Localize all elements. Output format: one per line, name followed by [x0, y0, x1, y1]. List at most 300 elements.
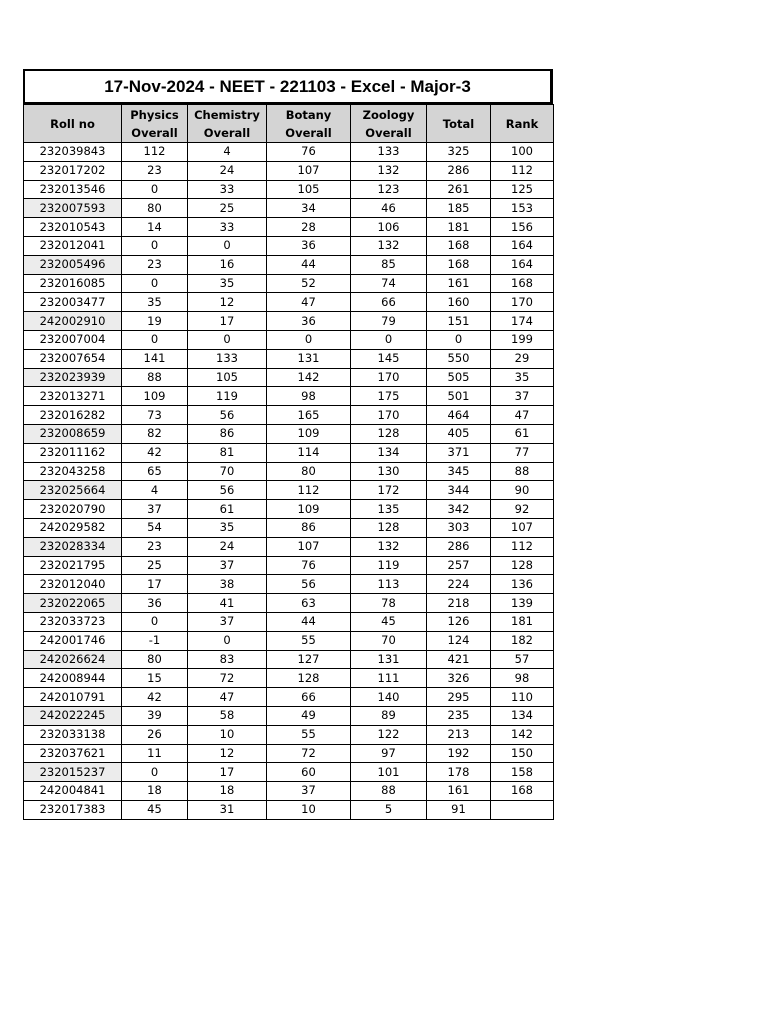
table-row	[24, 143, 554, 162]
cell-chemistry: 72	[188, 669, 267, 688]
cell-total: 371	[427, 443, 491, 462]
table-row	[24, 312, 554, 331]
header-rank: Rank	[491, 105, 554, 143]
cell-physics: 39	[122, 706, 188, 725]
cell-rank: 142	[491, 725, 554, 744]
table-row	[24, 763, 554, 782]
header-chemistry-line2: Overall	[203, 125, 251, 140]
cell-botany: 52	[267, 274, 351, 293]
cell-botany: 80	[267, 462, 351, 481]
table-row	[24, 556, 554, 575]
cell-roll: 232013546	[24, 180, 122, 199]
cell-rank: 134	[491, 706, 554, 725]
cell-roll: 232023939	[24, 368, 122, 387]
cell-total: 0	[427, 330, 491, 349]
cell-roll: 242022245	[24, 706, 122, 725]
cell-rank: 174	[491, 312, 554, 331]
table-row	[24, 575, 554, 594]
cell-total: 168	[427, 236, 491, 255]
cell-roll: 242010791	[24, 688, 122, 707]
cell-total: 344	[427, 481, 491, 500]
cell-roll: 242029582	[24, 518, 122, 537]
cell-total: 345	[427, 462, 491, 481]
cell-zoology: 79	[351, 312, 427, 331]
cell-chemistry: 17	[188, 763, 267, 782]
cell-physics: 54	[122, 518, 188, 537]
cell-total: 261	[427, 180, 491, 199]
cell-roll: 242001746	[24, 631, 122, 650]
cell-zoology: 132	[351, 537, 427, 556]
cell-rank: 199	[491, 330, 554, 349]
header-botany-line1: Botany	[285, 107, 332, 122]
cell-total: 185	[427, 199, 491, 218]
table-row	[24, 706, 554, 725]
cell-rank: 92	[491, 500, 554, 519]
cell-botany: 114	[267, 443, 351, 462]
cell-rank: 164	[491, 236, 554, 255]
cell-rank: 156	[491, 218, 554, 237]
table-row	[24, 424, 554, 443]
cell-chemistry: 33	[188, 218, 267, 237]
cell-total: 91	[427, 800, 491, 819]
cell-rank: 170	[491, 293, 554, 312]
table-row	[24, 368, 554, 387]
cell-zoology: 175	[351, 387, 427, 406]
cell-roll: 242002910	[24, 312, 122, 331]
cell-zoology: 66	[351, 293, 427, 312]
table-row	[24, 274, 554, 293]
cell-zoology: 111	[351, 669, 427, 688]
cell-total: 550	[427, 349, 491, 368]
cell-zoology: 122	[351, 725, 427, 744]
results-sheet	[23, 69, 553, 820]
cell-zoology: 134	[351, 443, 427, 462]
cell-total: 286	[427, 537, 491, 556]
cell-zoology: 170	[351, 368, 427, 387]
cell-chemistry: 17	[188, 312, 267, 331]
cell-chemistry: 33	[188, 180, 267, 199]
cell-rank: 150	[491, 744, 554, 763]
cell-physics: 15	[122, 669, 188, 688]
cell-chemistry: 38	[188, 575, 267, 594]
cell-roll: 232033723	[24, 612, 122, 631]
cell-zoology: 46	[351, 199, 427, 218]
header-chemistry	[188, 105, 267, 143]
cell-total: 464	[427, 406, 491, 425]
cell-physics: 17	[122, 575, 188, 594]
cell-rank: 158	[491, 763, 554, 782]
cell-total: 257	[427, 556, 491, 575]
cell-chemistry: 86	[188, 424, 267, 443]
header-botany	[267, 105, 351, 143]
cell-total: 168	[427, 255, 491, 274]
header-physics	[122, 105, 188, 143]
table-row	[24, 650, 554, 669]
cell-botany: 131	[267, 349, 351, 368]
cell-roll: 232012040	[24, 575, 122, 594]
cell-total: 126	[427, 612, 491, 631]
cell-zoology: 106	[351, 218, 427, 237]
cell-botany: 36	[267, 236, 351, 255]
cell-total: 192	[427, 744, 491, 763]
cell-roll: 232020790	[24, 500, 122, 519]
cell-zoology: 74	[351, 274, 427, 293]
cell-physics: 0	[122, 330, 188, 349]
cell-roll: 232021795	[24, 556, 122, 575]
cell-botany: 66	[267, 688, 351, 707]
table-row	[24, 518, 554, 537]
cell-physics: 0	[122, 274, 188, 293]
cell-physics: 23	[122, 255, 188, 274]
cell-roll: 232028334	[24, 537, 122, 556]
cell-total: 325	[427, 143, 491, 162]
cell-chemistry: 31	[188, 800, 267, 819]
cell-chemistry: 81	[188, 443, 267, 462]
cell-chemistry: 35	[188, 518, 267, 537]
cell-botany: 76	[267, 556, 351, 575]
results-table	[23, 104, 554, 820]
cell-roll: 232012041	[24, 236, 122, 255]
cell-total: 161	[427, 274, 491, 293]
table-row	[24, 782, 554, 801]
table-row	[24, 462, 554, 481]
cell-zoology: 97	[351, 744, 427, 763]
cell-rank: 35	[491, 368, 554, 387]
cell-chemistry: 0	[188, 330, 267, 349]
cell-roll: 232003477	[24, 293, 122, 312]
cell-roll: 232007654	[24, 349, 122, 368]
table-row	[24, 594, 554, 613]
cell-zoology: 101	[351, 763, 427, 782]
header-physics-line1: Physics	[130, 107, 179, 122]
table-row	[24, 406, 554, 425]
cell-botany: 63	[267, 594, 351, 613]
table-row	[24, 688, 554, 707]
cell-total: 235	[427, 706, 491, 725]
cell-chemistry: 37	[188, 612, 267, 631]
cell-physics: 109	[122, 387, 188, 406]
cell-rank: 88	[491, 462, 554, 481]
table-row	[24, 669, 554, 688]
cell-roll: 232033138	[24, 725, 122, 744]
cell-total: 326	[427, 669, 491, 688]
table-row	[24, 500, 554, 519]
cell-chemistry: 56	[188, 481, 267, 500]
cell-chemistry: 12	[188, 293, 267, 312]
cell-botany: 142	[267, 368, 351, 387]
table-row	[24, 537, 554, 556]
cell-physics: 23	[122, 161, 188, 180]
cell-rank: 168	[491, 274, 554, 293]
cell-rank: 57	[491, 650, 554, 669]
table-row	[24, 236, 554, 255]
cell-roll: 232017383	[24, 800, 122, 819]
cell-physics: 45	[122, 800, 188, 819]
cell-botany: 36	[267, 312, 351, 331]
cell-rank: 181	[491, 612, 554, 631]
cell-roll: 242008944	[24, 669, 122, 688]
cell-chemistry: 61	[188, 500, 267, 519]
cell-botany: 47	[267, 293, 351, 312]
cell-physics: 42	[122, 443, 188, 462]
cell-physics: 4	[122, 481, 188, 500]
cell-zoology: 70	[351, 631, 427, 650]
cell-roll: 232008659	[24, 424, 122, 443]
cell-total: 286	[427, 161, 491, 180]
cell-physics: 18	[122, 782, 188, 801]
cell-chemistry: 83	[188, 650, 267, 669]
cell-roll: 232039843	[24, 143, 122, 162]
cell-zoology: 133	[351, 143, 427, 162]
cell-chemistry: 16	[188, 255, 267, 274]
cell-zoology: 78	[351, 594, 427, 613]
cell-physics: 0	[122, 180, 188, 199]
cell-chemistry: 24	[188, 537, 267, 556]
cell-physics: 112	[122, 143, 188, 162]
cell-rank: 164	[491, 255, 554, 274]
cell-botany: 105	[267, 180, 351, 199]
cell-physics: 73	[122, 406, 188, 425]
cell-physics: 14	[122, 218, 188, 237]
cell-physics: 26	[122, 725, 188, 744]
cell-rank: 125	[491, 180, 554, 199]
cell-botany: 28	[267, 218, 351, 237]
cell-botany: 56	[267, 575, 351, 594]
table-row	[24, 199, 554, 218]
cell-chemistry: 56	[188, 406, 267, 425]
cell-botany: 112	[267, 481, 351, 500]
cell-physics: 88	[122, 368, 188, 387]
cell-botany: 60	[267, 763, 351, 782]
cell-total: 181	[427, 218, 491, 237]
cell-physics: 36	[122, 594, 188, 613]
cell-chemistry: 70	[188, 462, 267, 481]
cell-zoology: 172	[351, 481, 427, 500]
cell-chemistry: 4	[188, 143, 267, 162]
cell-total: 213	[427, 725, 491, 744]
cell-total: 342	[427, 500, 491, 519]
cell-roll: 232011162	[24, 443, 122, 462]
cell-rank: 153	[491, 199, 554, 218]
table-row	[24, 255, 554, 274]
cell-rank: 112	[491, 537, 554, 556]
header-row	[24, 105, 554, 143]
cell-physics: 25	[122, 556, 188, 575]
table-row	[24, 387, 554, 406]
cell-zoology: 123	[351, 180, 427, 199]
cell-roll: 232013271	[24, 387, 122, 406]
cell-zoology: 0	[351, 330, 427, 349]
header-physics-line2: Overall	[131, 125, 178, 140]
cell-botany: 55	[267, 631, 351, 650]
cell-rank: 110	[491, 688, 554, 707]
cell-roll: 232007593	[24, 199, 122, 218]
cell-botany: 0	[267, 330, 351, 349]
cell-botany: 98	[267, 387, 351, 406]
table-row	[24, 725, 554, 744]
cell-total: 160	[427, 293, 491, 312]
cell-botany: 86	[267, 518, 351, 537]
cell-roll: 232017202	[24, 161, 122, 180]
cell-botany: 10	[267, 800, 351, 819]
cell-zoology: 130	[351, 462, 427, 481]
cell-rank: 136	[491, 575, 554, 594]
cell-botany: 44	[267, 612, 351, 631]
cell-zoology: 119	[351, 556, 427, 575]
table-row	[24, 481, 554, 500]
cell-total: 218	[427, 594, 491, 613]
cell-physics: 0	[122, 763, 188, 782]
cell-chemistry: 105	[188, 368, 267, 387]
cell-chemistry: 18	[188, 782, 267, 801]
cell-roll: 232025664	[24, 481, 122, 500]
cell-botany: 109	[267, 424, 351, 443]
header-chemistry-line1: Chemistry	[194, 107, 260, 122]
cell-rank: 47	[491, 406, 554, 425]
cell-chemistry: 37	[188, 556, 267, 575]
cell-chemistry: 0	[188, 631, 267, 650]
cell-chemistry: 133	[188, 349, 267, 368]
cell-physics: 65	[122, 462, 188, 481]
cell-physics: 19	[122, 312, 188, 331]
cell-physics: 0	[122, 236, 188, 255]
cell-physics: 42	[122, 688, 188, 707]
table-row	[24, 744, 554, 763]
cell-rank: 168	[491, 782, 554, 801]
cell-total: 161	[427, 782, 491, 801]
cell-botany: 109	[267, 500, 351, 519]
cell-total: 295	[427, 688, 491, 707]
cell-rank: 29	[491, 349, 554, 368]
cell-physics: 82	[122, 424, 188, 443]
header-zoology-line1: Zoology	[362, 107, 415, 122]
cell-rank: 112	[491, 161, 554, 180]
table-row	[24, 161, 554, 180]
cell-zoology: 128	[351, 518, 427, 537]
cell-zoology: 131	[351, 650, 427, 669]
cell-rank: 90	[491, 481, 554, 500]
cell-total: 178	[427, 763, 491, 782]
header-botany-line2: Overall	[285, 125, 332, 140]
cell-physics: 37	[122, 500, 188, 519]
cell-zoology: 145	[351, 349, 427, 368]
cell-zoology: 128	[351, 424, 427, 443]
cell-zoology: 135	[351, 500, 427, 519]
cell-roll: 232022065	[24, 594, 122, 613]
table-row	[24, 631, 554, 650]
cell-total: 405	[427, 424, 491, 443]
cell-rank: 37	[491, 387, 554, 406]
cell-rank: 77	[491, 443, 554, 462]
cell-total: 501	[427, 387, 491, 406]
cell-botany: 34	[267, 199, 351, 218]
cell-rank: 139	[491, 594, 554, 613]
cell-roll: 232010543	[24, 218, 122, 237]
cell-physics: 11	[122, 744, 188, 763]
cell-botany: 37	[267, 782, 351, 801]
cell-physics: 35	[122, 293, 188, 312]
cell-chemistry: 35	[188, 274, 267, 293]
table-row	[24, 443, 554, 462]
header-zoology	[351, 105, 427, 143]
cell-chemistry: 0	[188, 236, 267, 255]
cell-chemistry: 24	[188, 161, 267, 180]
table-body	[24, 143, 554, 820]
cell-total: 303	[427, 518, 491, 537]
cell-roll: 232007004	[24, 330, 122, 349]
cell-botany: 107	[267, 161, 351, 180]
cell-roll: 232015237	[24, 763, 122, 782]
cell-physics: 141	[122, 349, 188, 368]
cell-roll: 232005496	[24, 255, 122, 274]
table-row	[24, 180, 554, 199]
cell-rank: 182	[491, 631, 554, 650]
table-row	[24, 218, 554, 237]
cell-chemistry: 25	[188, 199, 267, 218]
cell-rank: 61	[491, 424, 554, 443]
cell-roll: 232043258	[24, 462, 122, 481]
cell-zoology: 113	[351, 575, 427, 594]
cell-chemistry: 12	[188, 744, 267, 763]
cell-botany: 128	[267, 669, 351, 688]
table-row	[24, 349, 554, 368]
header-zoology-line2: Overall	[365, 125, 412, 140]
cell-roll: 242004841	[24, 782, 122, 801]
cell-total: 224	[427, 575, 491, 594]
table-row	[24, 293, 554, 312]
cell-zoology: 5	[351, 800, 427, 819]
cell-zoology: 45	[351, 612, 427, 631]
cell-botany: 76	[267, 143, 351, 162]
header-roll-no: Roll no	[24, 105, 122, 143]
cell-rank: 100	[491, 143, 554, 162]
cell-physics: 80	[122, 199, 188, 218]
cell-zoology: 132	[351, 161, 427, 180]
cell-physics: 0	[122, 612, 188, 631]
cell-zoology: 140	[351, 688, 427, 707]
cell-botany: 49	[267, 706, 351, 725]
cell-botany: 127	[267, 650, 351, 669]
cell-zoology: 85	[351, 255, 427, 274]
cell-chemistry: 47	[188, 688, 267, 707]
cell-chemistry: 10	[188, 725, 267, 744]
cell-zoology: 88	[351, 782, 427, 801]
cell-botany: 44	[267, 255, 351, 274]
cell-botany: 107	[267, 537, 351, 556]
cell-rank	[491, 800, 554, 819]
cell-roll: 232016085	[24, 274, 122, 293]
cell-roll: 232037621	[24, 744, 122, 763]
cell-chemistry: 41	[188, 594, 267, 613]
cell-zoology: 170	[351, 406, 427, 425]
cell-botany: 55	[267, 725, 351, 744]
table-row	[24, 800, 554, 819]
cell-physics: 80	[122, 650, 188, 669]
cell-roll: 242026624	[24, 650, 122, 669]
table-row	[24, 330, 554, 349]
cell-total: 124	[427, 631, 491, 650]
cell-botany: 72	[267, 744, 351, 763]
sheet-title: 17-Nov-2024 - NEET - 221103 - Excel - Major-3	[23, 69, 553, 104]
cell-zoology: 132	[351, 236, 427, 255]
cell-zoology: 89	[351, 706, 427, 725]
cell-total: 421	[427, 650, 491, 669]
cell-chemistry: 58	[188, 706, 267, 725]
cell-total: 505	[427, 368, 491, 387]
cell-rank: 128	[491, 556, 554, 575]
cell-rank: 98	[491, 669, 554, 688]
cell-total: 151	[427, 312, 491, 331]
